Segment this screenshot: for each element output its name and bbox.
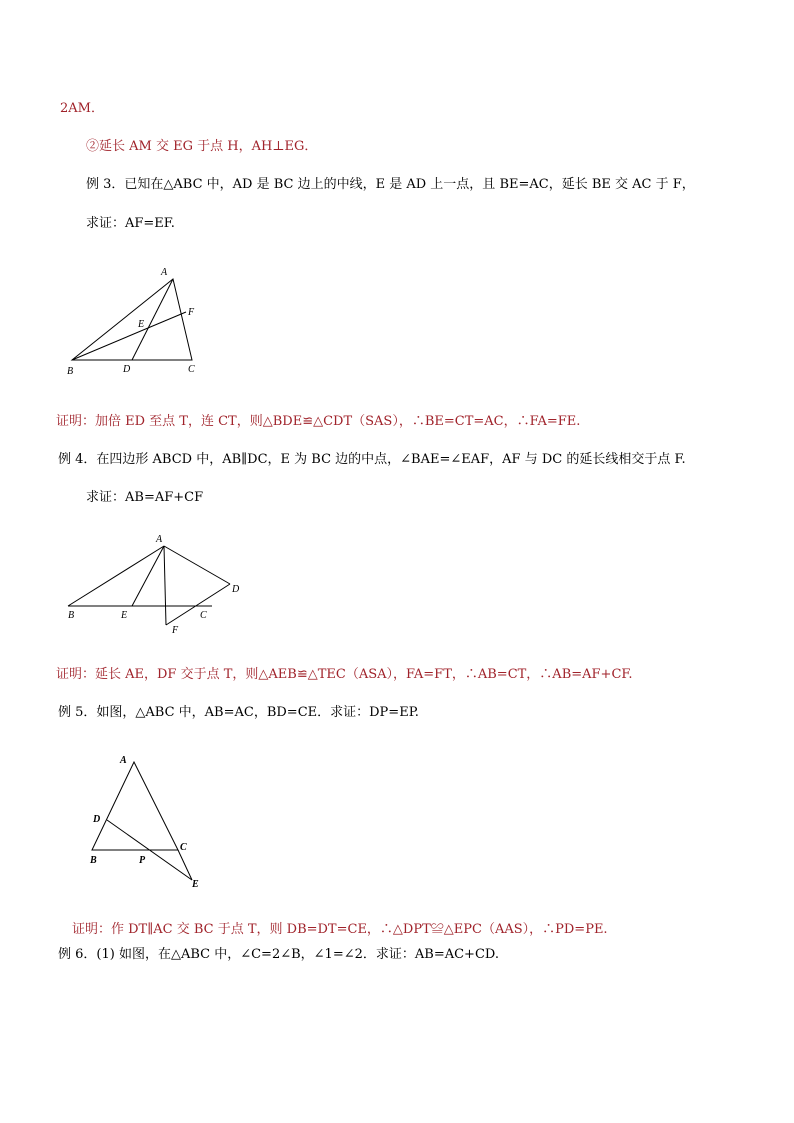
- label-f: F: [188, 307, 195, 318]
- triangle-abc: [92, 762, 178, 850]
- segment-af: [164, 546, 166, 625]
- segment-ad: [164, 546, 230, 584]
- label-e: E: [121, 610, 128, 621]
- example-3-statement: 例 3．已知在△ABC 中，AD 是 BC 边上的中线，E 是 AD 上一点，且 BE=AC，延长 BE 交 AC 于 F，: [86, 177, 695, 192]
- example-4-prove: 求证：AB=AF+CF: [86, 490, 204, 505]
- figure-example-3: [60, 262, 220, 382]
- example-6-statement: 例 6．(1) 如图，在△ABC 中，∠C=2∠B，∠1=∠2．求证：AB=AC+CD.: [58, 947, 499, 962]
- example-4-statement: 例 4．在四边形 ABCD 中，AB∥DC，E 为 BC 边的中点，∠BAE=∠EAF，AF 与 DC 的延长线相交于点 F.: [58, 452, 686, 467]
- example-3-prove: 求证：AF=EF.: [86, 216, 175, 231]
- proof-example-3: 证明：加倍 ED 至点 T，连 CT，则△BDE≌△CDT（SAS），∴BE=CT=AC，∴FA=FE.: [56, 414, 581, 429]
- triangle-abc: [72, 279, 192, 360]
- label-d: D: [93, 814, 101, 825]
- label-p: P: [139, 855, 146, 866]
- label-d: D: [232, 584, 240, 595]
- label-a: A: [156, 534, 163, 545]
- segment-ab: [68, 546, 164, 606]
- label-c: C: [180, 842, 187, 853]
- label-e: E: [192, 879, 199, 890]
- label-e: E: [138, 319, 145, 330]
- label-b: B: [90, 855, 97, 866]
- text-line-2am: 2AM．: [60, 101, 104, 116]
- text-line-extend-am: ②延长 AM 交 EG 于点 H，AH⊥EG．: [86, 139, 318, 154]
- label-d: D: [123, 364, 131, 375]
- label-c: C: [200, 610, 207, 621]
- segment-df: [166, 584, 230, 625]
- figure-example-4: [60, 530, 250, 640]
- proof-example-5: 证明：作 DT∥AC 交 BC 于点 T，则 DB=DT=CE，∴△DPT≌△EPC（AAS），∴PD=PE.: [72, 922, 608, 937]
- label-b: B: [68, 610, 75, 621]
- label-b: B: [67, 366, 74, 377]
- segment-bf: [72, 312, 186, 360]
- label-f: F: [172, 625, 179, 636]
- proof-example-4: 证明：延长 AE，DF 交于点 T，则△AEB≌△TEC（ASA），FA=FT，∴AB=CT，∴AB=AF+CF.: [56, 667, 633, 682]
- example-5-statement: 例 5．如图，△ABC 中，AB=AC，BD=CE．求证：DP=EP.: [58, 705, 419, 720]
- figure-example-5: [80, 748, 220, 893]
- label-a: A: [161, 267, 168, 278]
- label-c: C: [188, 364, 195, 375]
- label-a: A: [120, 755, 127, 766]
- segment-ae: [132, 546, 164, 606]
